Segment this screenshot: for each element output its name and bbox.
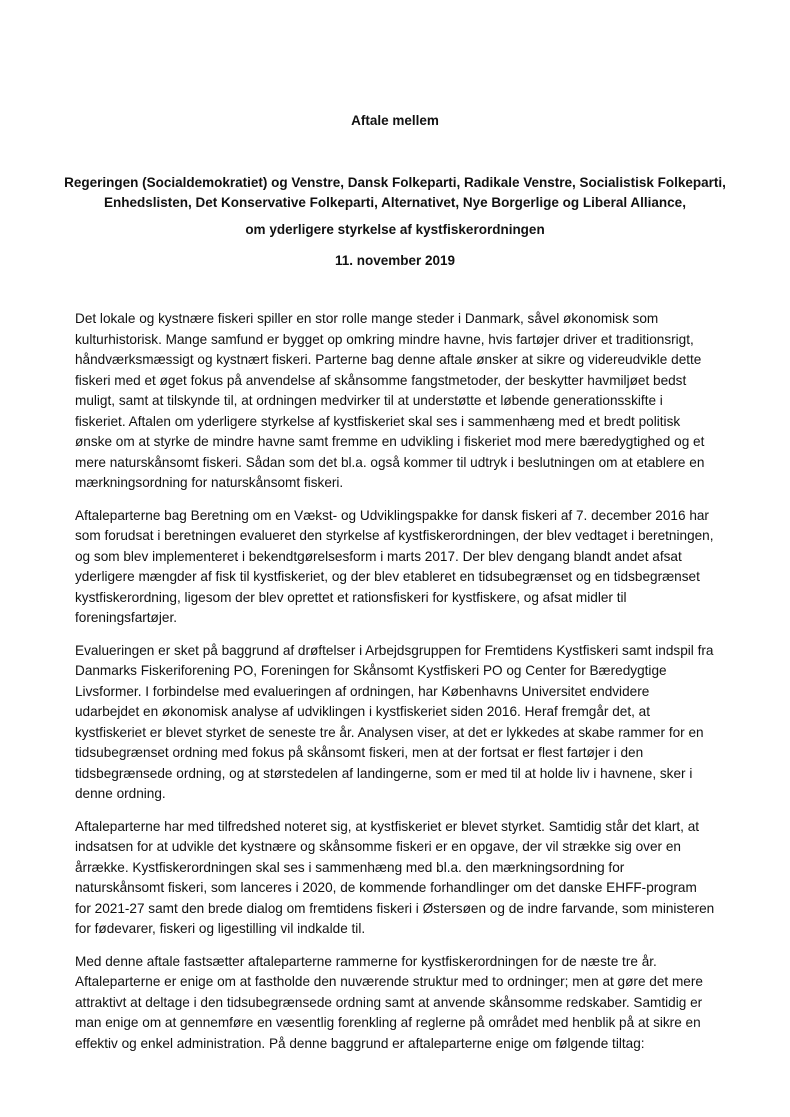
body-paragraph: Evalueringen er sket på baggrund af drøftelser i Arbejdsgruppen for Fremtidens Kystfiskeri samt indspil fra Danmarks Fiskeriforening PO, Foreningen for Skånsomt Kystfiskeri PO og Center for Bæredygtige Livsformer. I forbindelse med evalueringen af ordningen, har Københavns Universitet endvidere udarbejdet en økonomisk analyse af udviklingen i kystfiskeriet siden 2016. Heraf fremgår det, at kystfiskeriet er blevet styrket de seneste tre år. Analysen viser, at det er lykkedes at skabe rammer for en tidsubegrænset ordning med fokus på skånsomt fiskeri, men at der fortsat er flest fartøjer i den tidsbegrænsede ordning, og at størstedelen af landingerne, som er med til at holde liv i havnene, sker i denne ordning.	[75, 642, 714, 801]
body-paragraph: Det lokale og kystnære fiskeri spiller en stor rolle mange steder i Danmark, såvel økonomisk som kulturhistorisk. Mange samfund er bygget op omkring mindre havne, hvis fartøjer driver et traditionsrigt, håndværksmæssigt og kystnært fiskeri. Parterne bag denne aftale ønsker at sikre og videreudvikle dette fiskeri med et øget fokus på anvendelse af skånsomme fangstmetoder, der beskytter havmiljøet bedst muligt, samt at tilskynde til, at ordningen medvirker til at understøtte et løbende generationsskifte i fiskeriet. Aftalen om yderligere styrkelse af kystfiskeriet skal ses i sammenhæng med et bredt politisk ønske om at styrke de mindre havne samt fremme en udvikling i fiskeriet mod mere bæredygtighed og et mere naturskånsomt fiskeri. Sådan som det bl.a. også kommer til udtryk i beslutningen om at etablere en mærkningsordning for naturskånsomt fiskeri.	[75, 311, 705, 490]
agreement-date: 11. november 2019	[334, 253, 456, 268]
body-paragraph: Aftaleparterne har med tilfredshed noteret sig, at kystfiskeriet er blevet styrket. Samtidig står det klart, at indsatsen for at udvikle det kystnære og skånsomme fiskeri er en opgave, der vil strække sig over en årrække. Kystfiskerordningen skal ses i sammenhæng med bl.a. den mærkningsordning for naturskånsomt fiskeri, som lanceres i 2020, de kommende forhandlinger om det danske EHFF-program for 2021-27 samt den brede dialog om fremtidens fiskeri i Østersøen og de indre farvande, som ministeren for fødevarer, fiskeri og ligestilling vil indkalde til.	[75, 818, 715, 936]
agreement-parties: Regeringen (Socialdemokratiet) og Venstre, Dansk Folkeparti, Radikale Venstre, Socialistisk Folkeparti, Enhedslisten, Det Konservative Folkeparti, Alternativet, Nye Borgerlige og Liberal Alliance,	[64, 175, 726, 210]
body-paragraph: Med denne aftale fastsætter aftaleparterne rammerne for kystfiskerordningen for de næste tre år. Aftaleparterne er enige om at fastholde den nuværende struktur med to ordninger; men at gøre det mere attraktivt at deltage i den tidsubegrænsede ordning samt at anvende skånsomme redskaber. Samtidig er man enige om at gennemføre en væsentlig forenkling af reglerne på området med henblik på at sikre en effektiv og enkel administration. På denne baggrund er aftaleparterne enige om følgende tiltag:	[75, 953, 703, 1051]
document-title: Aftale mellem	[351, 113, 439, 128]
document-body	[75, 309, 715, 1066]
agreement-subject: om yderligere styrkelse af kystfiskerordningen	[245, 222, 545, 237]
body-paragraph: Aftaleparterne bag Beretning om en Vækst- og Udviklingspakke for dansk fiskeri af 7. december 2016 har som forudsat i beretningen evalueret den styrkelse af kystfiskerordningen, der blev vedtaget i beretningen, og som blev implementeret i bekendtgørelsesform i marts 2017. Der blev dengang blandt andet afsat yderligere mængder af fisk til kystfiskeriet, og der blev etableret en tidsubegrænset og en tidsbegrænset kystfiskerordning, ligesom der blev oprettet et rationsfiskeri for kystfiskere, og afsat midler til foreningsfartøjer.	[75, 507, 714, 625]
